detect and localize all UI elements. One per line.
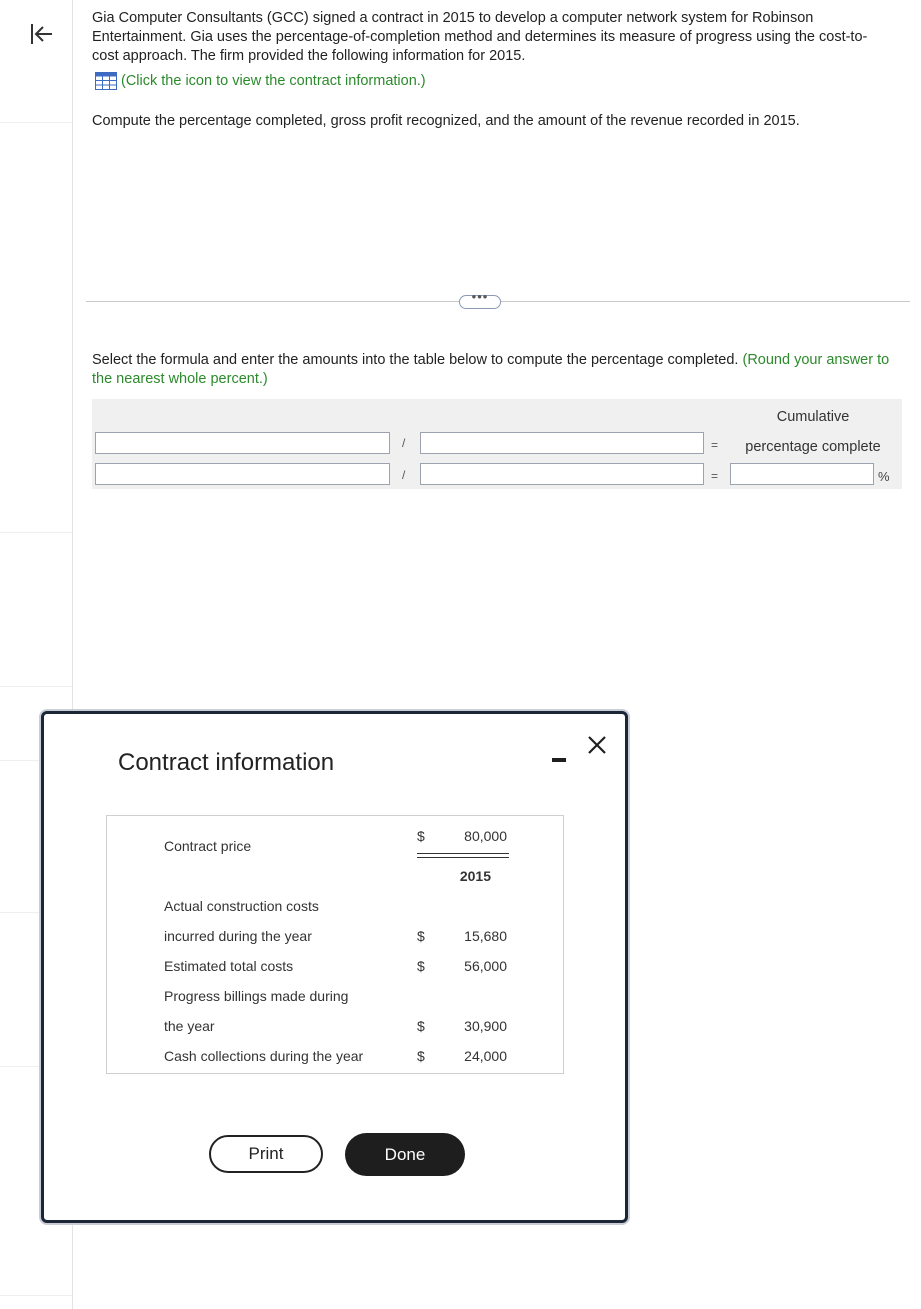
rail-divider xyxy=(0,532,72,533)
collections-value: 24,000 xyxy=(464,1048,507,1064)
estimated-costs-value: 56,000 xyxy=(464,958,507,974)
equals-symbol: = xyxy=(711,438,719,452)
currency-symbol: $ xyxy=(417,958,425,974)
actual-costs-label-line1: Actual construction costs xyxy=(164,898,319,914)
collapse-panel-icon[interactable] xyxy=(26,20,56,50)
equals-symbol: = xyxy=(711,469,719,483)
contract-price-value: 80,000 xyxy=(464,828,507,844)
currency-symbol: $ xyxy=(417,928,425,944)
row2-numerator-input[interactable] xyxy=(95,463,390,485)
billings-value: 30,900 xyxy=(464,1018,507,1034)
contract-info-table xyxy=(106,815,564,1074)
billings-label-line2: the year xyxy=(164,1018,215,1034)
contract-info-link-text[interactable]: (Click the icon to view the contract information.) xyxy=(121,73,426,89)
currency-symbol: $ xyxy=(417,1018,425,1034)
contract-info-dialog xyxy=(41,711,628,1223)
result-header-line1: Cumulative xyxy=(776,409,850,425)
row1-numerator-select[interactable] xyxy=(95,432,390,454)
collections-label: Cash collections during the year xyxy=(164,1048,364,1064)
dialog-title: Contract information xyxy=(118,749,335,776)
print-button[interactable]: Print xyxy=(209,1135,323,1173)
double-underline xyxy=(417,853,509,858)
done-button[interactable]: Done xyxy=(345,1133,465,1176)
rail-divider xyxy=(0,122,72,123)
result-header-line2: percentage complete xyxy=(745,439,881,455)
actual-costs-value: 15,680 xyxy=(464,928,507,944)
problem-statement: Gia Computer Consultants (GCC) signed a contract in 2015 to develop a computer network system for Robinson Entertainment. Gia uses the percentage-of-completion method and determines its measure of progress using the cost-to-cost approach. The firm provided the following information for 2015. xyxy=(92,10,868,64)
close-icon[interactable] xyxy=(586,734,608,756)
contract-info-link[interactable] xyxy=(95,72,426,90)
estimated-costs-label: Estimated total costs xyxy=(164,958,294,974)
row2-denominator-input[interactable] xyxy=(420,463,704,485)
contract-price-label: Contract price xyxy=(164,838,252,854)
task-instruction: Compute the percentage completed, gross profit recognized, and the amount of the revenue recorded in 2015. xyxy=(92,113,800,129)
formula-instruction-text: Select the formula and enter the amounts into the table below to compute the percentage completed. xyxy=(92,352,739,368)
percent-symbol: % xyxy=(878,469,890,484)
expand-ellipsis-button[interactable] xyxy=(459,289,501,309)
currency-symbol: $ xyxy=(417,828,425,844)
year-header: 2015 xyxy=(459,868,491,884)
row1-denominator-select[interactable] xyxy=(420,432,704,454)
divide-symbol: / xyxy=(402,436,406,450)
billings-label-line1: Progress billings made during xyxy=(164,988,349,1004)
minimize-icon[interactable] xyxy=(552,745,566,762)
rail-divider xyxy=(0,686,72,687)
table-icon[interactable] xyxy=(95,72,117,90)
divide-symbol: / xyxy=(402,468,406,482)
percentage-complete-input[interactable] xyxy=(730,463,874,485)
formula-instruction xyxy=(92,351,892,389)
actual-costs-label-line2: incurred during the year xyxy=(164,928,312,944)
rounding-hint: (Round your answer to the nearest whole percent.) xyxy=(92,352,890,387)
rail-divider xyxy=(0,1295,72,1296)
currency-symbol: $ xyxy=(417,1048,425,1064)
ellipsis-icon: ••• xyxy=(471,289,489,304)
